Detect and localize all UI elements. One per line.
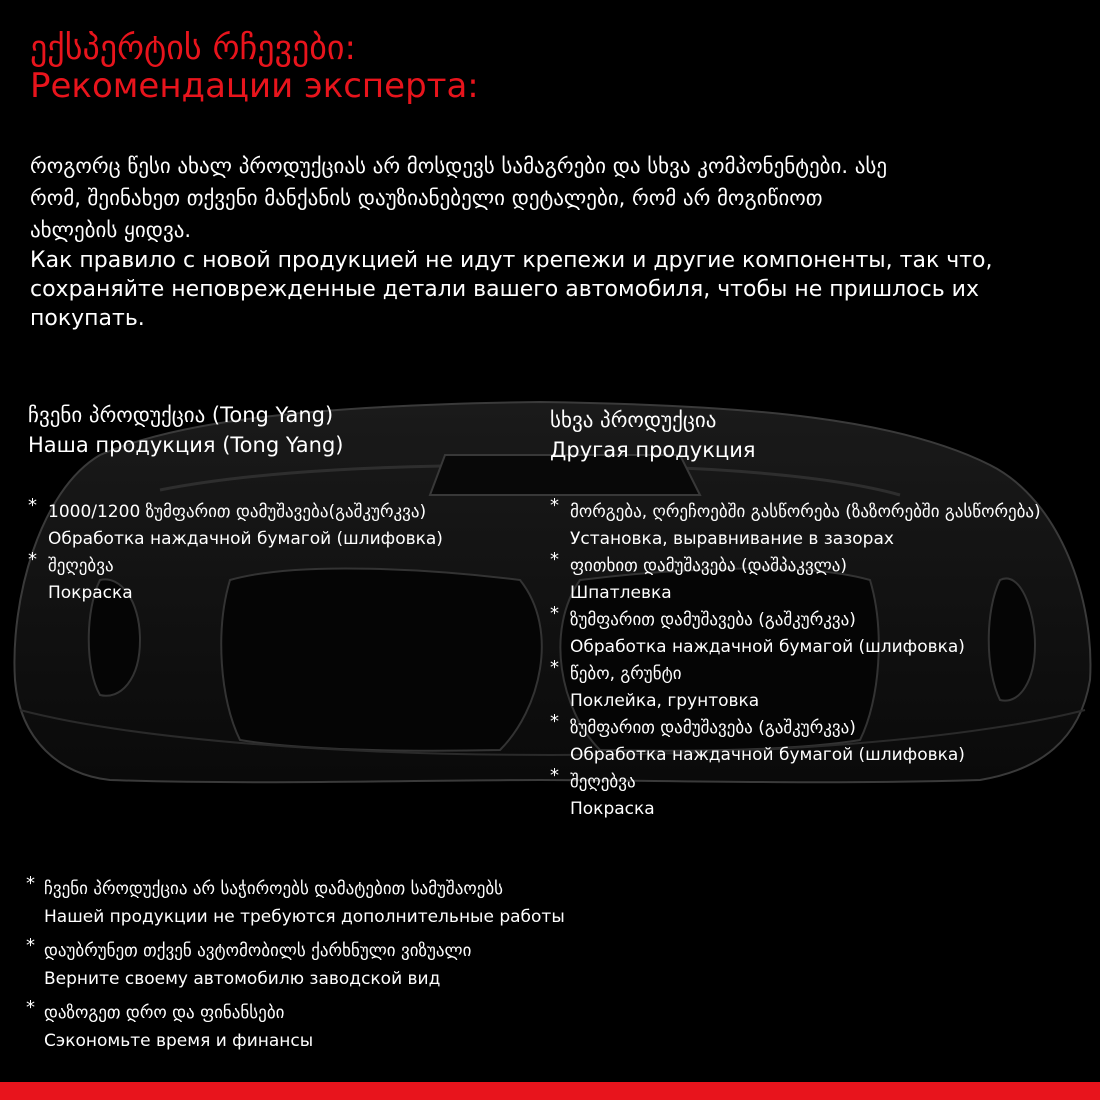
other-product-steps — [550, 495, 1041, 822]
other-product-heading-ru: Другая продукция — [550, 438, 756, 462]
other-product-heading-ka: სხვა პროდუქცია — [550, 408, 717, 432]
intro-ka-line: ახლების ყიდვა. — [30, 218, 192, 242]
step-ru: Покраска — [570, 799, 655, 819]
step-ka: შეღებვა — [48, 556, 114, 576]
step-ru: Обработка наждачной бумагой (шлифовка) — [48, 529, 443, 549]
title-russian: Рекомендации эксперта: — [30, 66, 479, 106]
step-item — [550, 711, 1041, 768]
benefit-ka: ჩვენი პროდუქცია არ საჭიროებს დამატებით სამუშაოებს — [44, 879, 504, 899]
bullet-star: * — [550, 765, 559, 786]
step-item — [550, 657, 1041, 714]
our-product-steps — [28, 495, 443, 606]
benefit-ru: Сэкономьте время и финансы — [44, 1031, 314, 1051]
bullet-star: * — [550, 549, 559, 570]
step-ru: Обработка наждачной бумагой (шлифовка) — [570, 745, 965, 765]
bullet-star: * — [26, 997, 35, 1018]
step-item — [28, 495, 443, 552]
step-ka: შეღებვა — [570, 772, 636, 792]
step-ka: ფითხით დამუშავება (დაშპაკვლა) — [570, 556, 848, 576]
step-ka: 1000/1200 ზუმფარით დამუშავება(გაშკურკვა) — [48, 502, 427, 522]
title-georgian: ექსპერტის რჩევები: — [30, 28, 356, 68]
benefit-item — [26, 997, 565, 1056]
step-ka: ზუმფარით დამუშავება (გაშკურკვა) — [570, 610, 856, 630]
bullet-star: * — [28, 495, 37, 516]
step-ru: Поклейка, грунтовка — [570, 691, 760, 711]
benefits-list — [26, 873, 565, 1056]
intro-ka-line: როგორც წესი ახალ პროდუქციას არ მოსდევს სამაგრები და სხვა კომპონენტები. ასე — [30, 154, 888, 178]
step-item — [550, 495, 1041, 552]
bullet-star: * — [550, 711, 559, 732]
intro-ru-line: сохраняйте неповрежденные детали вашего автомобиля, чтобы не пришлось их — [30, 277, 979, 302]
step-item — [550, 603, 1041, 660]
step-item — [28, 549, 443, 606]
bottom-accent-bar — [0, 1082, 1100, 1100]
step-ka: ზუმფარით დამუშავება (გაშკურკვა) — [570, 718, 856, 738]
benefit-ru: Верните своему автомобилю заводской вид — [44, 969, 441, 989]
step-ru: Покраска — [48, 583, 133, 603]
intro-ru-line: Как правило с новой продукцией не идут крепежи и другие компоненты, так что, — [30, 248, 993, 273]
step-ka: წებო, გრუნტი — [570, 664, 682, 684]
intro-paragraph — [30, 150, 993, 333]
benefit-ka: დაუბრუნეთ თქვენ ავტომობილს ქარხნული ვიზუალი — [44, 941, 472, 961]
step-ka: მორგება, ღრეჩოებში გასწორება (ზაზორებში გასწორება) — [570, 502, 1041, 522]
step-ru: Обработка наждачной бумагой (шлифовка) — [570, 637, 965, 657]
bullet-star: * — [28, 549, 37, 570]
step-item — [550, 765, 1041, 822]
benefit-ru: Нашей продукции не требуются дополнительные работы — [44, 907, 565, 927]
benefit-item — [26, 873, 565, 932]
intro-ru-line: покупать. — [30, 306, 145, 331]
bullet-star: * — [550, 495, 559, 516]
bullet-star: * — [26, 935, 35, 956]
bullet-star: * — [26, 873, 35, 894]
step-item — [550, 549, 1041, 606]
benefit-ka: დაზოგეთ დრო და ფინანსები — [44, 1003, 285, 1023]
bullet-star: * — [550, 657, 559, 678]
our-product-column — [28, 400, 343, 460]
intro-ka-line: რომ, შეინახეთ თქვენი მანქანის დაუზიანებელი დეტალები, რომ არ მოგიწიოთ — [30, 186, 823, 210]
our-product-heading-ka: ჩვენი პროდუქცია (Tong Yang) — [28, 403, 334, 427]
benefit-item — [26, 935, 565, 994]
step-ru: Установка, выравнивание в зазорах — [570, 529, 894, 549]
step-ru: Шпатлевка — [570, 583, 672, 603]
bullet-star: * — [550, 603, 559, 624]
our-product-heading-ru: Наша продукция (Tong Yang) — [28, 433, 344, 457]
other-product-column — [550, 405, 756, 465]
